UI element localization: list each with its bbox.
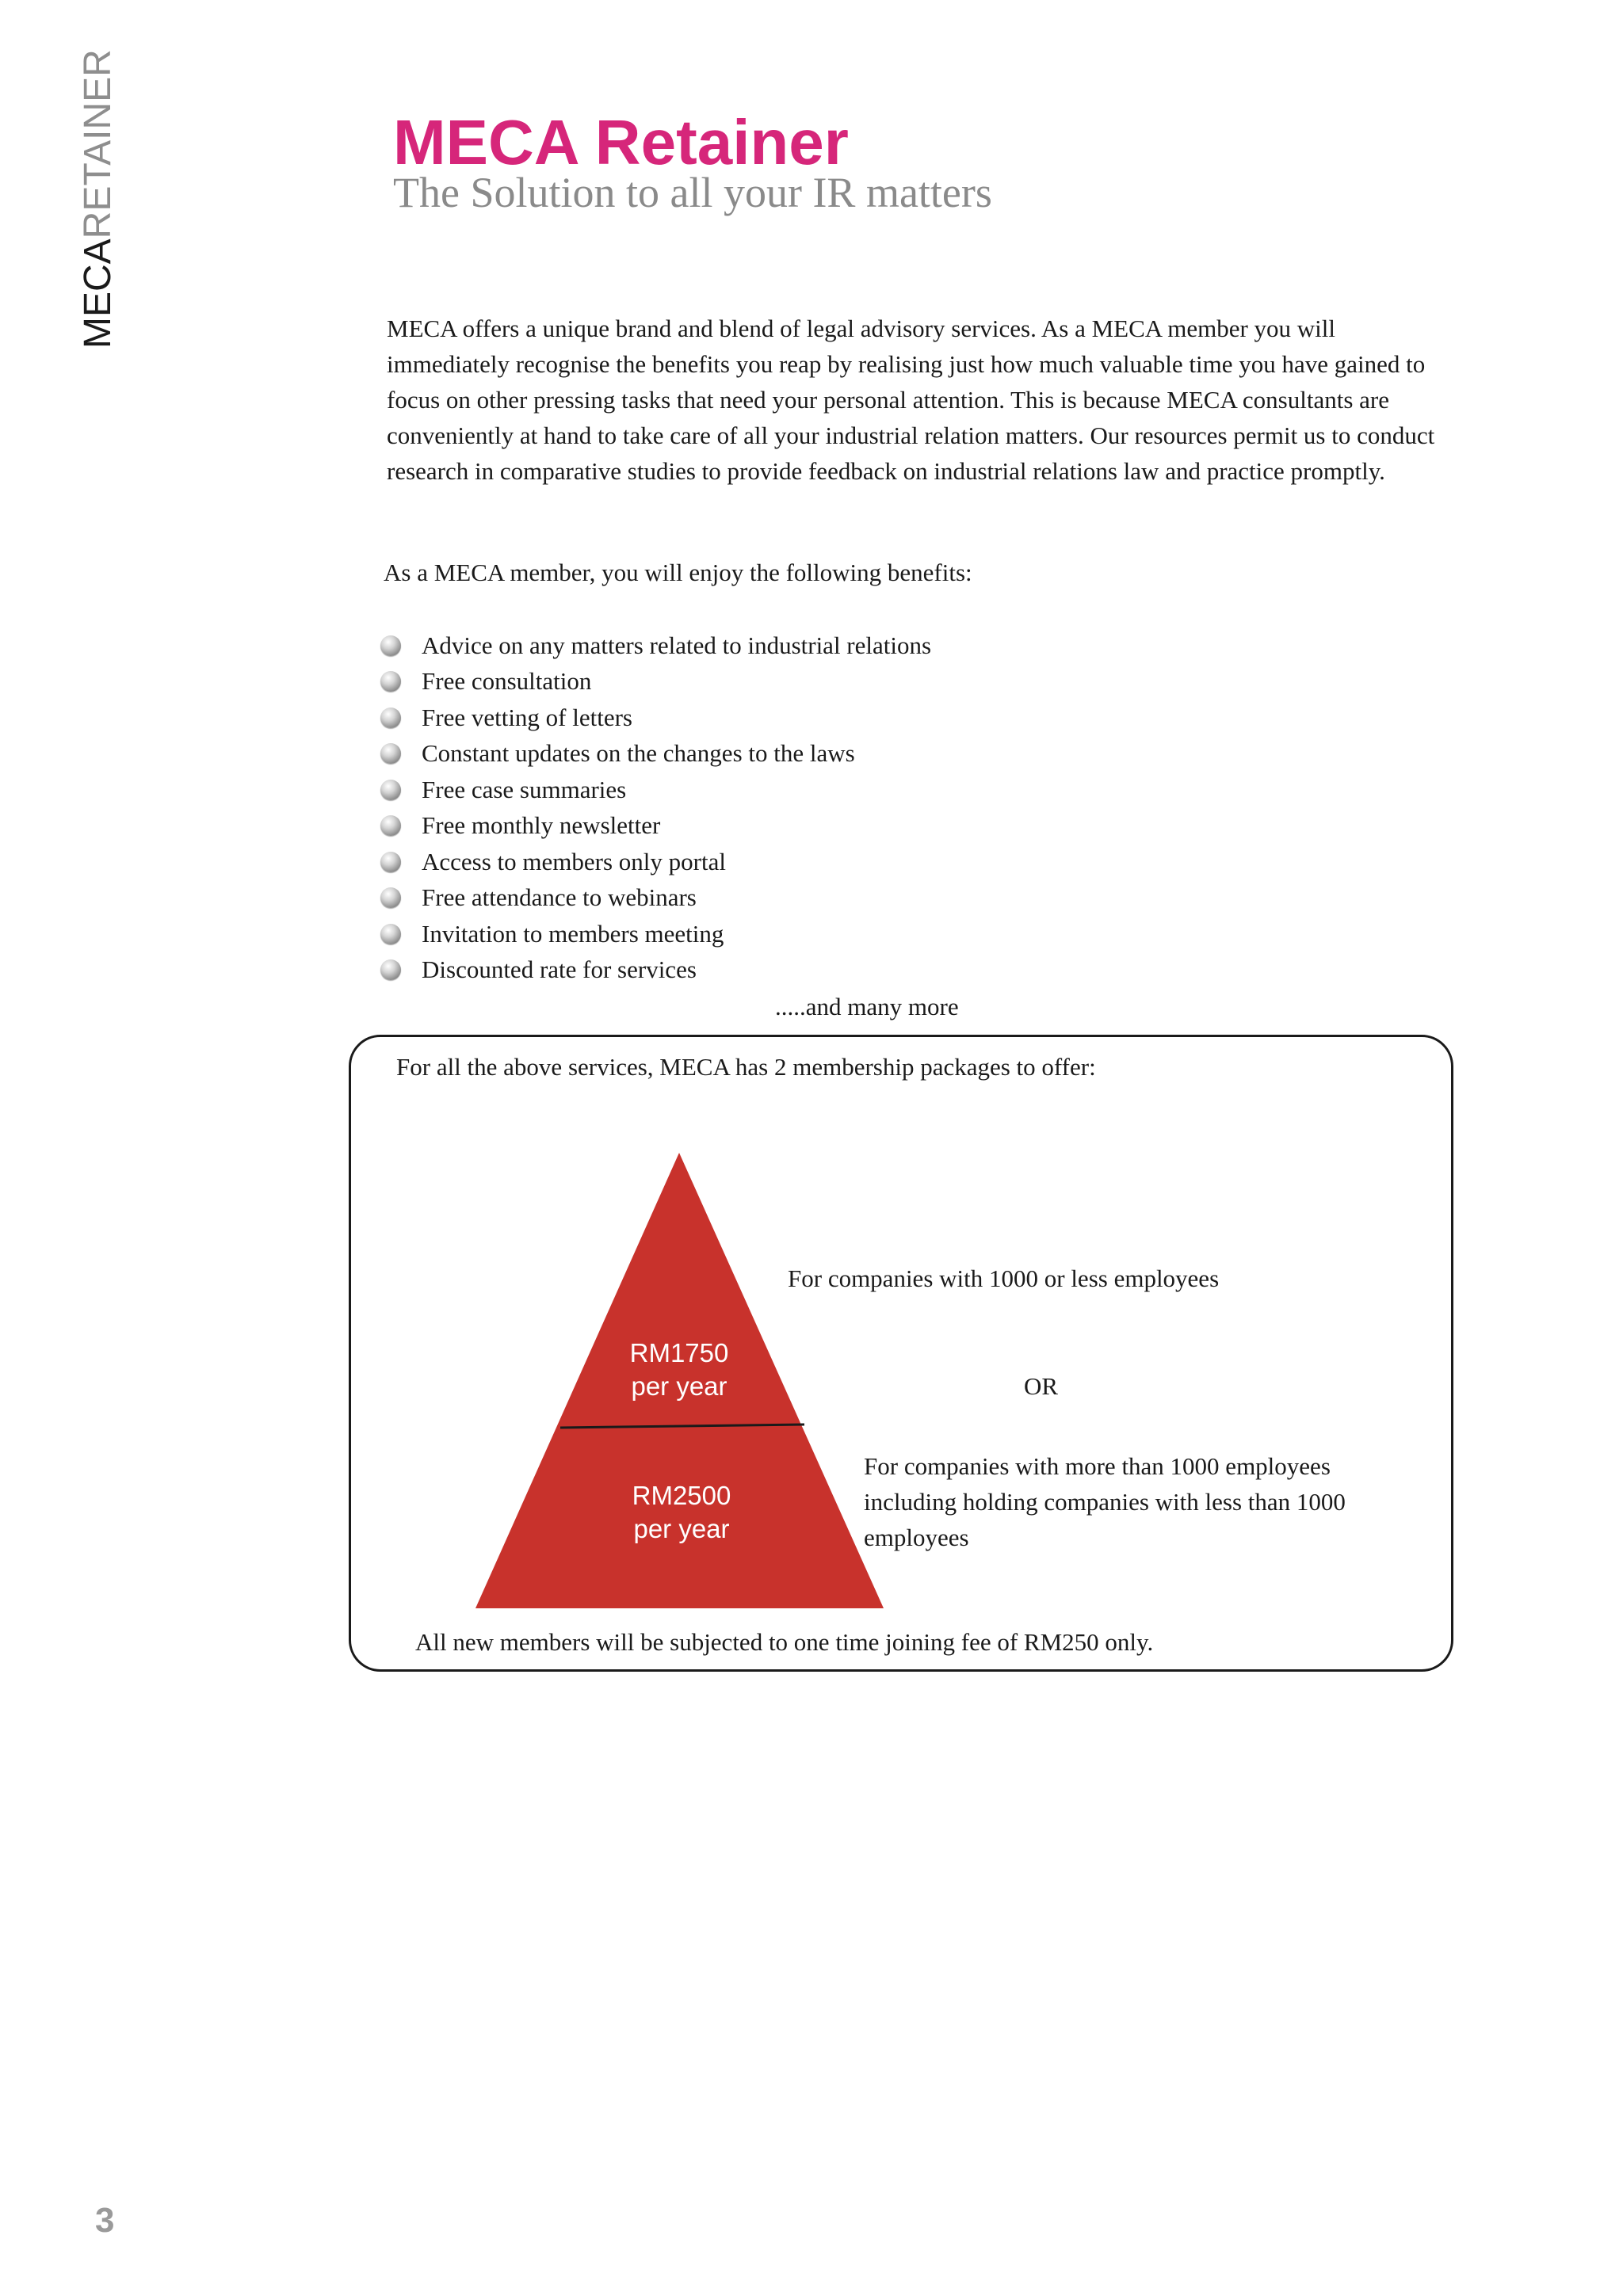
- tier2-description: For companies with more than 1000 employees including holding companies with less than 1000 employees: [864, 1452, 1346, 1551]
- list-item: [380, 664, 931, 700]
- tier1-description: For companies with 1000 or less employees: [788, 1264, 1220, 1292]
- intro-paragraph: MECA offers a unique brand and blend of legal advisory services. As a MECA member you will immediately recognise the benefits you reap by realising just how much valuable time you have gained to focus on other pressing tasks that need your personal attention. This is because MECA consultants are conveniently at hand to take care of all your industrial relation matters. Our resources permit us to conduct research in comparative studies to provide feedback on industrial relations law and practice promptly.: [387, 315, 1435, 485]
- benefits-lead: As a MECA member, you will enjoy the following benefits:: [384, 559, 972, 586]
- packages-lead: For all the above services, MECA has 2 membership packages to offer:: [396, 1053, 1096, 1081]
- list-item: [380, 808, 931, 845]
- tier1-label: [600, 1337, 758, 1403]
- list-item: [380, 880, 931, 917]
- bullet-icon: [380, 743, 401, 764]
- bullet-icon: [380, 635, 401, 656]
- list-item: [380, 916, 931, 952]
- list-item: [380, 700, 931, 736]
- tier2-label: [602, 1479, 761, 1546]
- benefit-text: Constant updates on the changes to the laws: [422, 739, 855, 768]
- benefit-text: Access to members only portal: [422, 847, 726, 875]
- side-title-bold: MECA: [77, 238, 119, 349]
- benefit-text: Free consultation: [422, 667, 592, 696]
- benefit-text: Free monthly newsletter: [422, 811, 661, 840]
- list-item: [380, 627, 931, 664]
- page-title: MECA Retainer: [393, 107, 849, 177]
- bullet-icon: [380, 924, 401, 944]
- page-number: 3: [95, 2201, 115, 2240]
- and-many-more: .....and many more: [775, 993, 959, 1020]
- side-title: [79, 49, 117, 349]
- benefit-text: Free case summaries: [422, 775, 627, 803]
- benefit-text: Discounted rate for services: [422, 955, 697, 984]
- benefit-text: Advice on any matters related to industrial relations: [422, 631, 932, 659]
- tier1-period: per year: [631, 1371, 727, 1401]
- bullet-icon: [380, 780, 401, 800]
- tier2-price: RM2500: [632, 1481, 731, 1510]
- joining-fee-note: All new members will be subjected to one time joining fee of RM250 only.: [415, 1628, 1154, 1656]
- benefit-text: Invitation to members meeting: [422, 919, 724, 948]
- tier1-price: RM1750: [629, 1338, 729, 1367]
- benefit-text: Free vetting of letters: [422, 703, 632, 731]
- list-item: [380, 844, 931, 880]
- bullet-icon: [380, 959, 401, 980]
- bullet-icon: [380, 707, 401, 728]
- benefit-text: Free attendance to webinars: [422, 883, 697, 912]
- bullet-icon: [380, 671, 401, 692]
- or-separator: OR: [1024, 1372, 1059, 1400]
- list-item: [380, 952, 931, 989]
- bullet-icon: [380, 887, 401, 908]
- benefits-list: [380, 627, 931, 988]
- bullet-icon: [380, 815, 401, 836]
- tier2-period: per year: [633, 1514, 730, 1543]
- list-item: [380, 736, 931, 772]
- page-subtitle: The Solution to all your IR matters: [393, 169, 992, 216]
- side-title-light: RETAINER: [77, 49, 119, 239]
- list-item: [380, 772, 931, 808]
- bullet-icon: [380, 852, 401, 872]
